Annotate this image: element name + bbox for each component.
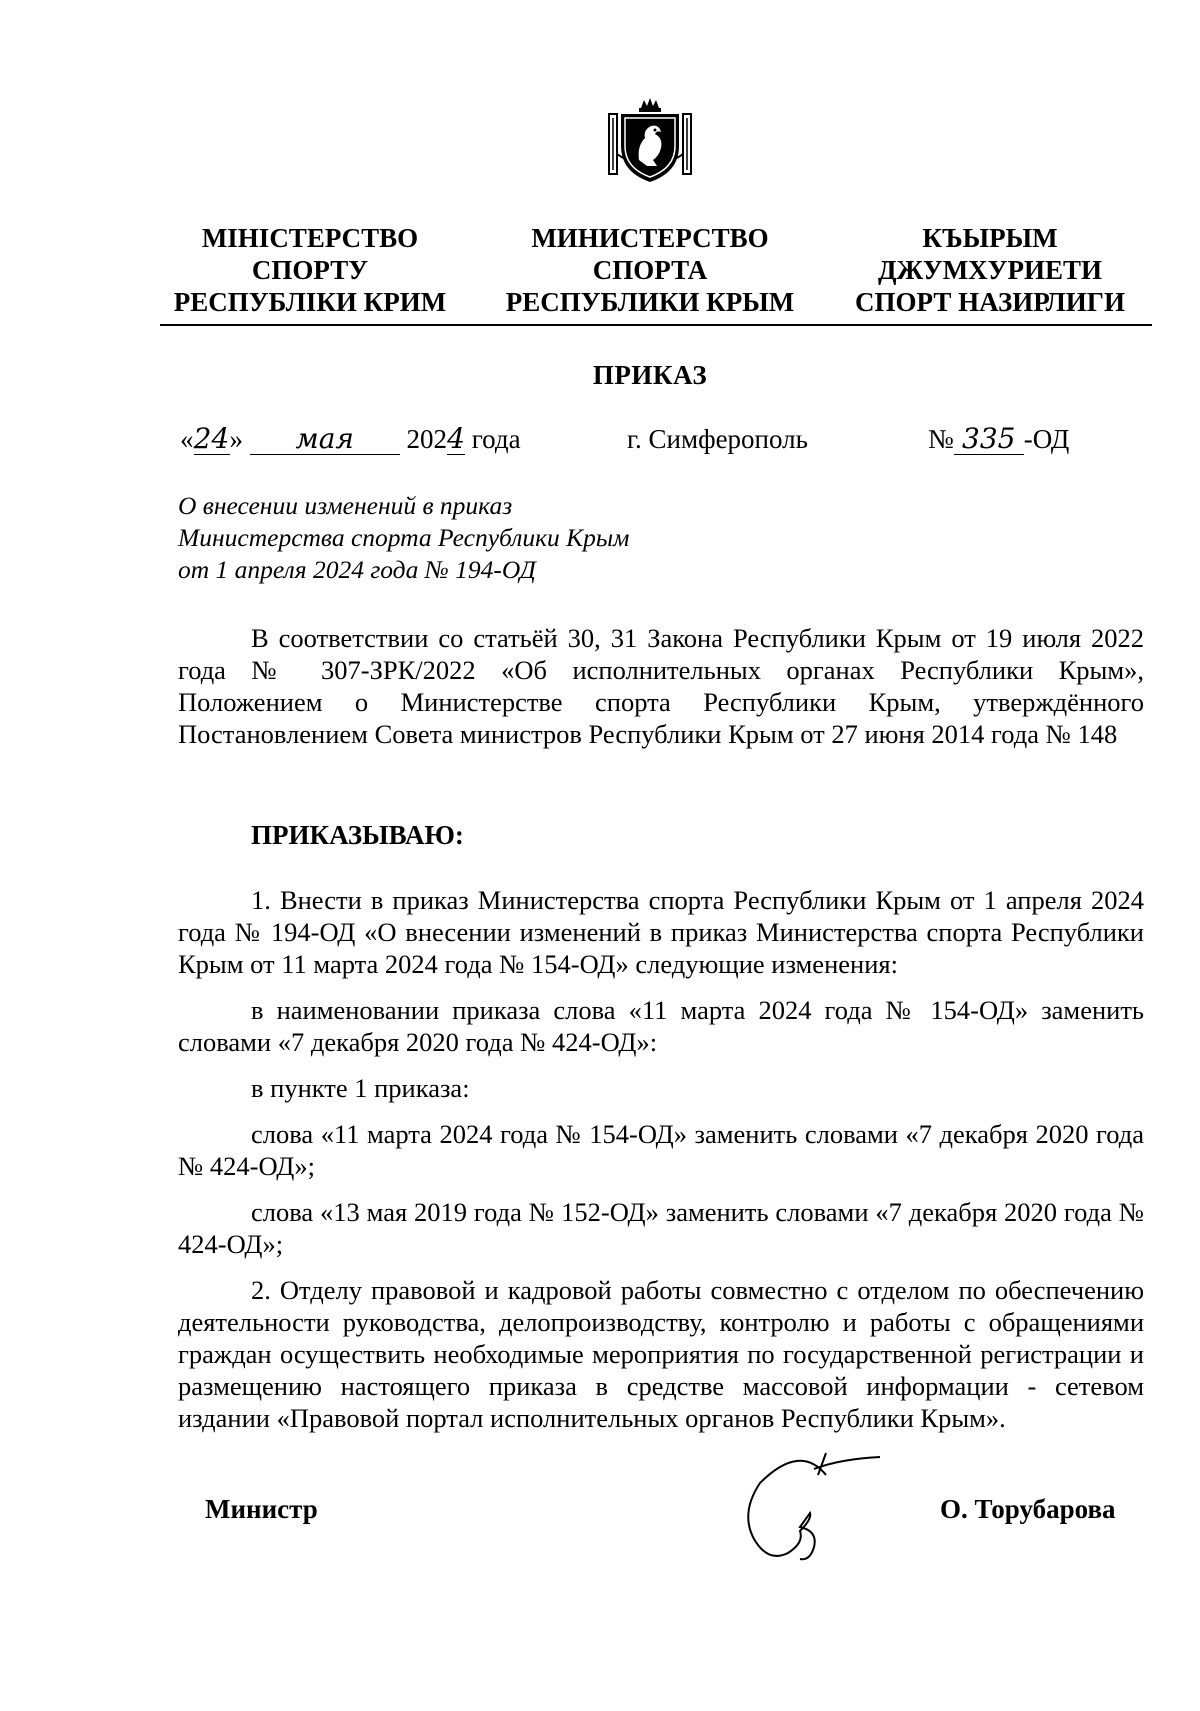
item-paragraph: в наименовании приказа слова «11 марта 2024 года № 154-ОД» заменить словами «7 декабря 2020 года № 424-ОД»: (178, 995, 1144, 1057)
header-line: СПОРТА (592, 255, 708, 285)
crimea-coat-of-arms-icon (603, 94, 697, 186)
subject-line: Министерства спорта Республики Крым (178, 523, 630, 552)
date-field (180, 424, 521, 455)
header-line: МІНІСТЕРСТВО (201, 223, 419, 253)
header-divider (160, 324, 1152, 326)
item-paragraph: слова «13 мая 2019 года № 152-ОД» заменить словами «7 декабря 2020 года № 424-ОД»; (178, 1197, 1144, 1259)
number-suffix: -ОД (1023, 424, 1070, 454)
order-items (178, 884, 1144, 1434)
item-paragraph: в пункте 1 приказа: (251, 1073, 470, 1103)
header-line: РЕСПУБЛИКИ КРЫМ (505, 287, 795, 317)
header-line: СПОРТ НАЗИРЛИГИ (855, 287, 1125, 317)
quote-close: » (229, 424, 243, 454)
city: г. Симферополь (627, 424, 808, 454)
header-line: КЪЫРЫМ (922, 223, 1058, 253)
subject-line: от 1 апреля 2024 года № 194-ОД (178, 555, 536, 584)
signatory-role: Министр (205, 1494, 318, 1524)
signatory-name: О. Торубарова (940, 1494, 1116, 1524)
subject-line: О внесении изменений в приказ (178, 491, 513, 520)
document-subject (178, 490, 629, 586)
preamble (178, 622, 1144, 750)
header-line: ДЖУМХУРИЕТИ (877, 255, 1102, 285)
date-year-suffix: года (471, 424, 521, 454)
date-day: 24 (193, 422, 230, 455)
header-crimean-tatar (840, 222, 1140, 318)
document-type-title: ПРИКАЗ (592, 360, 708, 390)
number-prefix: № (928, 424, 954, 454)
header-ukrainian (160, 222, 460, 318)
date-year-prefix: 202 (406, 424, 447, 454)
document-number (928, 424, 1069, 455)
date-month: мая (250, 424, 400, 455)
order-word: ПРИКАЗЫВАЮ: (251, 820, 464, 850)
quote-open: « (180, 424, 194, 454)
header-line: РЕСПУБЛІКИ КРИМ (173, 287, 447, 317)
number-value: 335 (954, 424, 1024, 455)
item-paragraph: слова «11 марта 2024 года № 154-ОД» заменить словами «7 декабря 2020 года № 424-ОД»; (178, 1119, 1144, 1181)
preamble-text: В соответствии со статьёй 30, 31 Закона Республики Крым от 19 июля 2022 года № 307-ЗРК/2022 «Об исполнительных органах Республики Крым», Положением о Министерстве спорта Республики Крым, утверждённого Постановлением Совета министров Республики Крым от 27 июня 2014 года № 148 (178, 623, 1144, 749)
header-line: МИНИСТЕРСТВО (531, 223, 769, 253)
handwritten-signature-icon (730, 1435, 890, 1585)
item-paragraph: 1. Внести в приказ Министерства спорта Республики Крым от 1 апреля 2024 года № 194-ОД «О внесении изменений в приказ Министерства спорта Республики Крым от 11 марта 2024 года № 154-ОД» следующие изменения: (178, 885, 1144, 979)
item-paragraph: 2. Отделу правовой и кадровой работы совместно с отделом по обеспечению деятельности руководства, делопроизводству, контролю и работы с обращениями граждан осуществить необходимые мероприятия по государственной регистрации и размещению настоящего приказа в средстве массовой информации - сетевом издании «Правовой портал исполнительных органов Республики Крым». (178, 1275, 1144, 1433)
header-line: СПОРТУ (251, 255, 369, 285)
date-year-digit: 4 (447, 422, 465, 455)
header-russian (490, 222, 810, 318)
